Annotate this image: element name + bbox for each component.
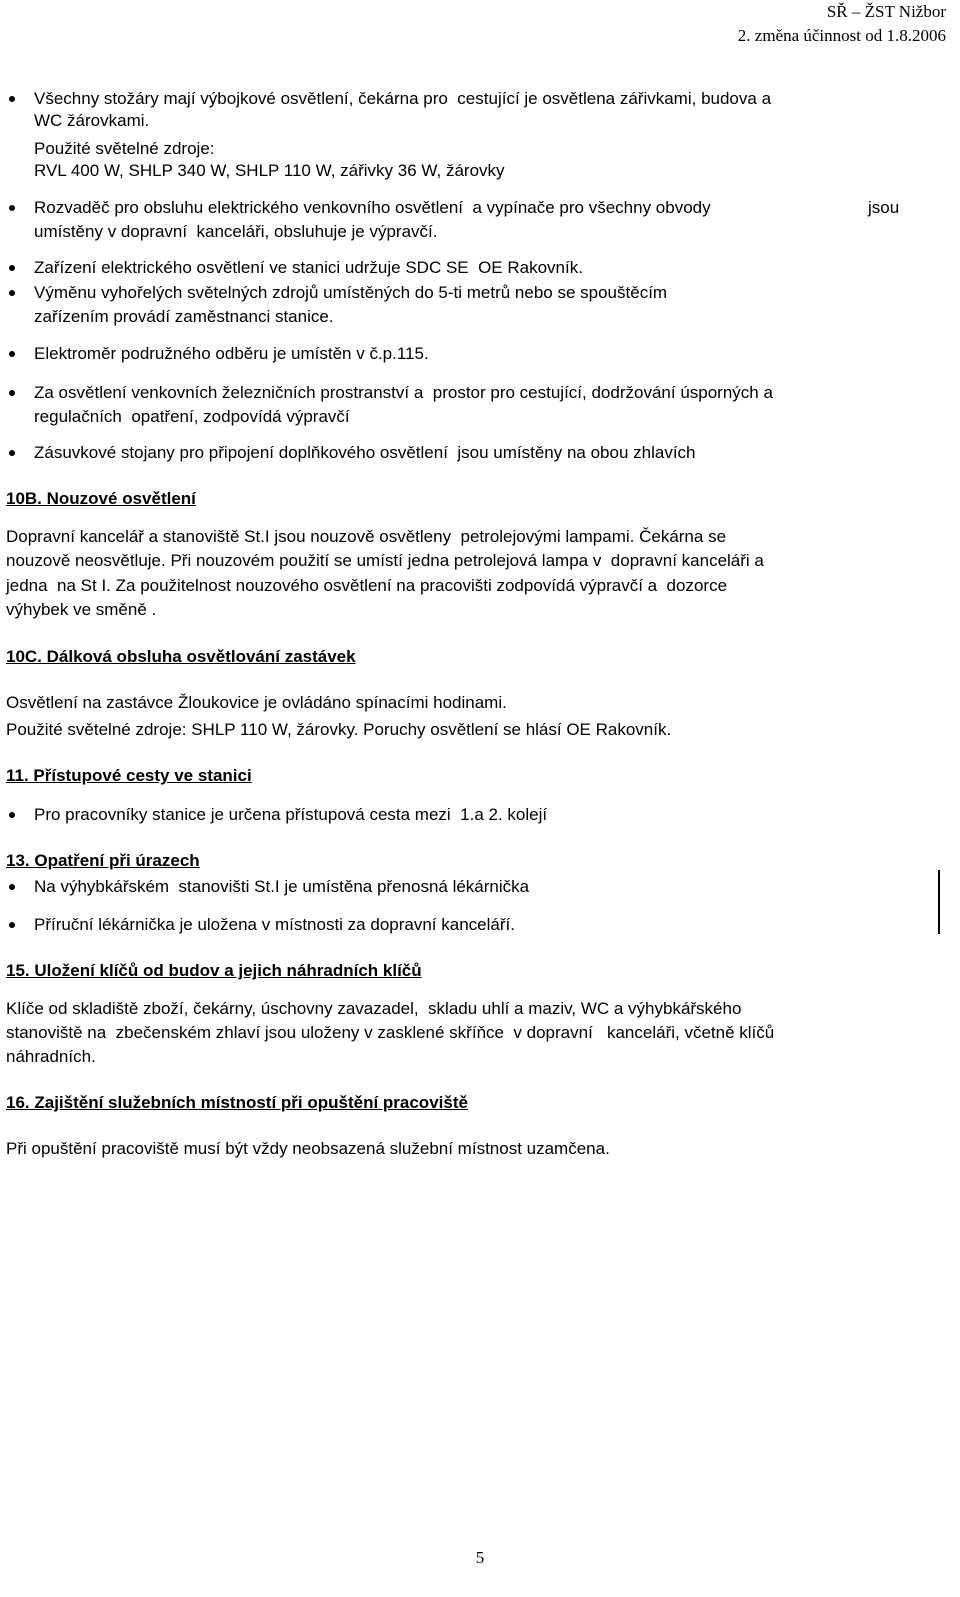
text-line: regulačních opatření, zodpovídá výpravčí <box>34 407 350 426</box>
text-line: výhybek ve směně . <box>6 600 157 619</box>
section-heading-16: 16. Zajištění služebních místností při opuštění pracoviště <box>6 1093 468 1112</box>
text-line: stanoviště na zbečenském zhlaví jsou uloženy v zasklené skříňce v dopravní kanceláři, včetně klíčů <box>6 1023 775 1042</box>
section-heading-13: 13. Opatření při úrazech <box>6 851 200 870</box>
text-line: jedna na St I. Za použitelnost nouzového osvětlení na pracovišti zodpovídá výpravčí a dozorce <box>6 576 728 595</box>
header-revision: 2. změna účinnost od 1.8.2006 <box>737 26 946 45</box>
section-heading-10b: 10B. Nouzové osvětlení <box>6 489 196 508</box>
text-line: Osvětlení na zastávce Žloukovice je ovládáno spínacími hodinami. <box>6 693 507 712</box>
text-line: Všechny stožáry mají výbojkové osvětlení, čekárna pro cestující je osvětlena zářivkami, budova a <box>34 89 772 108</box>
text-line: náhradních. <box>6 1047 96 1066</box>
bullet-marker <box>9 351 15 357</box>
text-line: Použité světelné zdroje: <box>34 139 215 158</box>
bullet-marker <box>9 290 15 296</box>
text-line: WC žárovkami. <box>34 111 150 130</box>
text-line: Dopravní kancelář a stanoviště St.I jsou nouzově osvětleny petrolejovými lampami. Čekárna se <box>6 527 727 546</box>
text-line: Klíče od skladiště zboží, čekárny, úschovny zavazadel, skladu uhlí a maziv, WC a výhybkářského <box>6 999 742 1018</box>
text-line: Rozvaděč pro obsluhu elektrického venkovního osvětlení a vypínače pro všechny obvody <box>34 198 711 217</box>
bullet-marker <box>9 922 15 928</box>
section-heading-11: 11. Přístupové cesty ve stanici <box>6 766 252 785</box>
margin-change-bar <box>938 870 940 934</box>
bullet-marker <box>9 884 15 890</box>
bullet-marker <box>9 390 15 396</box>
text-line: zařízením provádí zaměstnanci stanice. <box>34 307 334 326</box>
text-line: Na výhybkářském stanovišti St.I je umístěna přenosná lékárnička <box>34 877 530 896</box>
text-line: Zařízení elektrického osvětlení ve stanici udržuje SDC SE OE Rakovník. <box>34 258 583 277</box>
text-line: Pro pracovníky stanice je určena přístupová cesta mezi 1.a 2. kolejí <box>34 805 548 824</box>
section-heading-10c: 10C. Dálková obsluha osvětlování zastávek <box>6 647 356 666</box>
header-station: SŘ – ŽST Nižbor <box>826 2 946 21</box>
page-number: 5 <box>475 1548 485 1567</box>
text-line: Při opuštění pracoviště musí být vždy neobsazená služební místnost uzamčena. <box>6 1139 610 1158</box>
bullet-marker <box>9 205 15 211</box>
text-line: Příruční lékárnička je uložena v místnosti za dopravní kanceláří. <box>34 915 515 934</box>
bullet-marker <box>9 265 15 271</box>
text-line: Použité světelné zdroje: SHLP 110 W, žárovky. Poruchy osvětlení se hlásí OE Rakovník. <box>6 720 672 739</box>
bullet-marker <box>9 96 15 102</box>
text-line: Za osvětlení venkovních železničních prostranství a prostor pro cestující, dodržování úsporných a <box>34 383 773 402</box>
text-line: nouzově neosvětluje. Při nouzovém použití se umístí jedna petrolejová lampa v dopravní kanceláři a <box>6 551 764 570</box>
text-line: Výměnu vyhořelých světelných zdrojů umístěných do 5-ti metrů nebo se spouštěcím <box>34 283 668 302</box>
bullet-marker <box>9 450 15 456</box>
text-line: jsou <box>868 198 900 217</box>
text-line: Zásuvkové stojany pro připojení doplňkového osvětlení jsou umístěny na obou zhlavích <box>34 443 696 462</box>
bullet-marker <box>9 812 15 818</box>
section-heading-15: 15. Uložení klíčů od budov a jejich náhradních klíčů <box>6 961 422 980</box>
text-line: umístěny v dopravní kanceláři, obsluhuje je výpravčí. <box>34 222 438 241</box>
text-line: Elektroměr podružného odběru je umístěn v č.p.115. <box>34 344 429 363</box>
text-line: RVL 400 W, SHLP 340 W, SHLP 110 W, zářivky 36 W, žárovky <box>34 161 505 180</box>
